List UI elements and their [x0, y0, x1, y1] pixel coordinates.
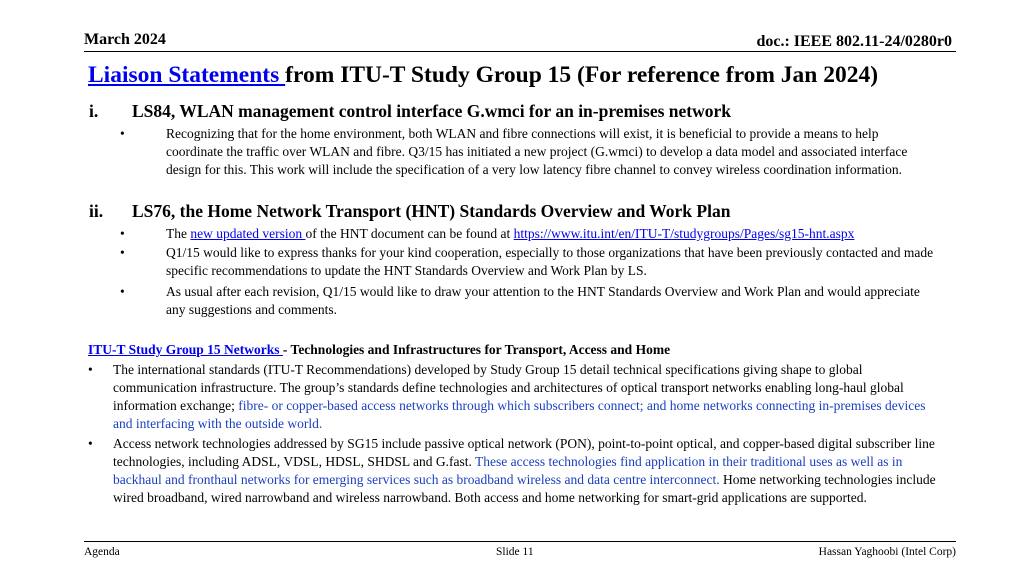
new-updated-version-link[interactable]: new updated version: [190, 226, 306, 241]
bullet-glyph: •: [88, 436, 93, 451]
item-i-bullet: [120, 125, 935, 179]
bullet-glyph: •: [120, 226, 125, 241]
bullet-glyph: •: [120, 284, 125, 299]
p2-black: Access network technologies addressed by SG15 include passive optical network (PON), point-to-point optical, and copper-based digital subscriber line technologies, including ADSL, VDSL, HDSL, SHDSL and G.fast.: [113, 436, 935, 469]
title-text: from ITU-T Study Group 15 (For reference from Jan 2024): [285, 62, 879, 88]
header-rule: [84, 51, 956, 52]
paragraph-1-text: [113, 361, 948, 433]
footer-author: Hassan Yaghoobi (Intel Corp): [818, 546, 956, 558]
item-ii-text: LS76, the Home Network Transport (HNT) Standards Overview and Work Plan: [132, 201, 731, 221]
item-i-bullet-text: Recognizing that for the home environment, both WLAN and fibre connections will exist, it is beneficial to provide a means to help coordinate the traffic over WLAN and fibre. Q3/15 has initiated a new project (G.wmci) to develop a data model and associated interface design for this. This work will include the specification of a very low latency fibre channel to convey wireless coordination information.: [166, 126, 908, 177]
footer-rule: [84, 541, 956, 542]
item-i-number: i.: [89, 101, 99, 121]
item-ii-number: ii.: [89, 201, 104, 221]
b1-mid: of the HNT document can be found at: [305, 226, 514, 241]
item-ii-bullet-1-text: [166, 225, 935, 243]
bullet-glyph: •: [88, 362, 93, 377]
header-doc-id: doc.: IEEE 802.11-24/0280r0: [756, 33, 952, 50]
title-link[interactable]: Liaison Statements: [88, 62, 286, 88]
paragraph-2: [88, 435, 948, 507]
hnt-url-link[interactable]: https://www.itu.int/en/ITU-T/studygroups/Pages/sg15-hnt.aspx: [513, 226, 855, 241]
item-ii-bullet-2-text: Q1/15 would like to express thanks for your kind cooperation, especially to those organizations that have been previously contacted and made specific recommendations to update the HNT Standards Overview and Work Plan by LS.: [166, 245, 934, 278]
item-ii-bullet-3: [120, 283, 935, 319]
paragraph-1: [88, 361, 948, 433]
p1-blue: fibre- or copper-based access networks through which subscribers connect; and home networks connecting in-premises devices and interfacing with the outside world.: [113, 398, 926, 431]
item-ii-bullet-2: [120, 244, 935, 280]
p2-tail: Home networking technologies include wired broadband, wired narrowband and wireless narrowband. Both access and home networking for smart-grid applications are supported.: [113, 472, 936, 505]
b1-pre: The: [166, 226, 191, 241]
item-ii-bullet-3-text: As usual after each revision, Q1/15 would like to draw your attention to the HNT Standards Overview and Work Plan and would appreciate any suggestions and comments.: [166, 284, 920, 317]
footer-left: Agenda: [84, 546, 120, 558]
section-heading-text: - Technologies and Infrastructures for Transport, Access and Home: [282, 342, 671, 357]
p1-black: The international standards (ITU-T Recommendations) developed by Study Group 15 detail technical specifications giving shape to global communication infrastructure. The group’s standards define technologies and architectures of optical transport networks enabling long-haul global information exchange;: [113, 362, 904, 413]
bullet-glyph: •: [120, 245, 125, 260]
bullet-glyph: •: [120, 126, 125, 141]
p2-blue: These access technologies find application in their traditional uses as well as in backhaul and fronthaul networks for emerging services such as broadband wireless and data centre interconnect.: [113, 454, 903, 487]
item-ii-bullet-1: [120, 225, 935, 243]
sg15-networks-link[interactable]: ITU-T Study Group 15 Networks: [88, 342, 283, 357]
footer-slide-number: Slide 11: [496, 546, 534, 558]
paragraph-2-text: [113, 435, 948, 507]
section-heading: [88, 342, 670, 358]
item-i-text: LS84, WLAN management control interface G.wmci for an in-premises network: [132, 101, 731, 121]
slide-title: [88, 62, 878, 89]
header-date: March 2024: [84, 31, 166, 48]
